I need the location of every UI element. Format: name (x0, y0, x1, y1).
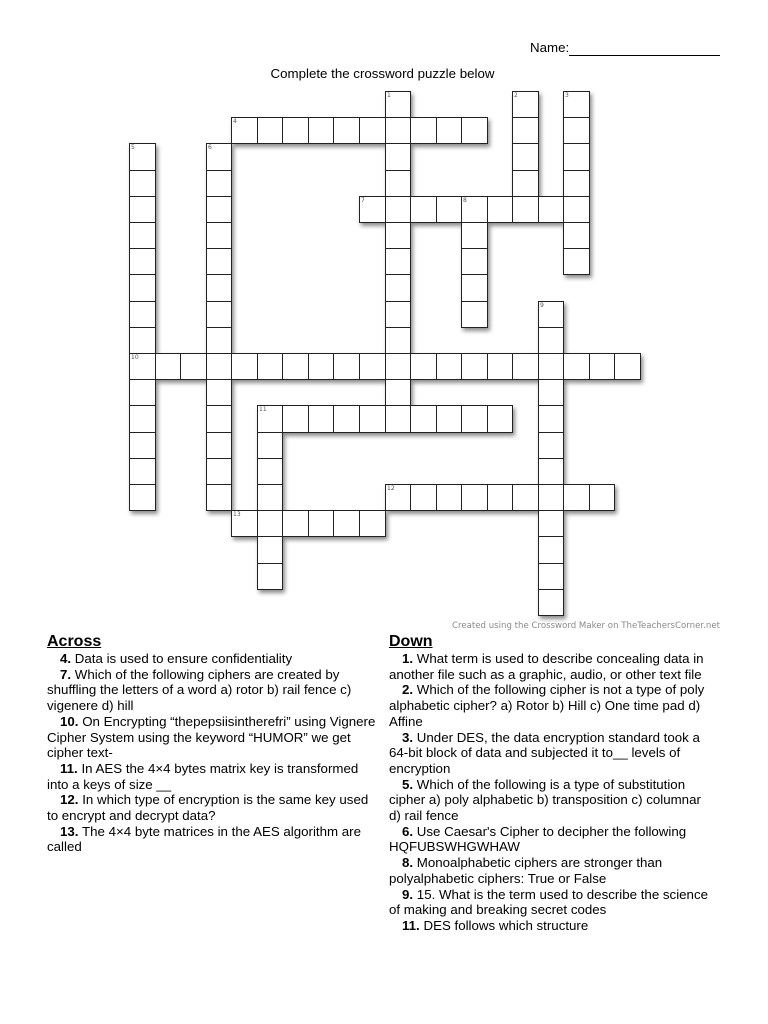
crossword-cell (487, 405, 513, 433)
cell-number-label: 5 (131, 144, 135, 151)
crossword-cell (410, 484, 437, 511)
crossword-cell (385, 379, 411, 406)
clue-number: 13. (60, 823, 79, 839)
crossword-cell (129, 405, 156, 433)
down-clue (389, 651, 711, 682)
crossword-cell (512, 143, 539, 171)
crossword-cell (333, 510, 360, 537)
down-clue (389, 918, 711, 934)
crossword-cell (461, 484, 488, 511)
crossword-cell (512, 196, 539, 223)
clue-number: 11. (402, 917, 420, 933)
crossword-cell (206, 484, 232, 511)
down-clue (389, 887, 711, 918)
crossword-cell (410, 117, 437, 144)
down-clue (389, 682, 711, 729)
down-clue-list (389, 651, 711, 934)
crossword-cell (614, 353, 641, 380)
crossword-cell (206, 301, 232, 328)
crossword-cell (410, 405, 437, 433)
crossword-cell (538, 589, 564, 616)
across-heading: Across (47, 633, 102, 650)
clue-text: Monoalphabetic ciphers are stronger than polyalphabetic ciphers: True or False (389, 855, 663, 886)
crossword-cell (257, 432, 283, 459)
crossword-cell (282, 405, 309, 433)
crossword-cell (487, 353, 513, 380)
clue-text: Which of the following ciphers are created by shuffling the letters of a word a) rotor b) rail fence c) vigenere d) hill (47, 666, 352, 714)
crossword-cell (206, 379, 232, 406)
clue-text: Which of the following cipher is not a type of poly alphabetic cipher? a) Rotor b) Hill c) One time pad d) Affine (389, 682, 705, 729)
crossword-cell (206, 353, 232, 380)
crossword-cell (282, 117, 309, 144)
crossword-cell (563, 484, 590, 511)
cell-number-label: 3 (565, 92, 569, 99)
crossword-cell (512, 353, 539, 380)
clue-number: 2. (402, 682, 414, 698)
across-clue (47, 714, 379, 761)
crossword-cell (385, 301, 411, 328)
crossword-cell (512, 91, 539, 118)
crossword-cell (129, 432, 156, 459)
crossword-cell (129, 222, 156, 249)
crossword-cell (206, 327, 232, 354)
crossword-cell (308, 117, 334, 144)
clue-number: 6. (402, 823, 414, 839)
clue-number: 3. (402, 729, 414, 745)
across-clue (47, 792, 379, 823)
crossword-cell (282, 353, 309, 380)
crossword-cell (359, 405, 386, 433)
crossword-cell (257, 484, 283, 511)
crossword-cell (308, 353, 334, 380)
down-clue (389, 777, 711, 824)
crossword-cell (257, 405, 283, 433)
crossword-cell (129, 327, 156, 354)
crossword-cell (461, 248, 488, 275)
crossword-cell (129, 143, 156, 171)
clue-text: DES follows which structure (423, 917, 589, 933)
crossword-cell (206, 248, 232, 275)
crossword-cell (538, 353, 564, 380)
clue-number: 12. (60, 792, 79, 808)
name-label: Name: (530, 40, 570, 55)
crossword-cell (487, 196, 513, 223)
crossword-cell (333, 117, 360, 144)
crossword-cell (563, 196, 590, 223)
across-clue-list (47, 651, 379, 855)
clue-text: The 4×4 byte matrices in the AES algorithm are called (47, 823, 361, 855)
crossword-cell (461, 117, 488, 144)
clue-text: 15. What is the term used to describe the science of making and breaking secret codes (389, 886, 708, 918)
cell-number-label: 7 (361, 197, 365, 204)
crossword-cell (461, 353, 488, 380)
crossword-cell (129, 301, 156, 328)
cell-number-label: 12 (387, 485, 395, 492)
crossword-cell (129, 353, 156, 380)
crossword-cell (410, 353, 437, 380)
crossword-cell (385, 353, 411, 380)
crossword-cell (231, 117, 258, 144)
clue-text: Under DES, the data encryption standard took a 64-bit block of data and subjected it to__ levels of encryption (389, 729, 700, 776)
crossword-cell (487, 484, 513, 511)
clue-number: 4. (60, 651, 72, 666)
crossword-cell (538, 301, 564, 328)
crossword-cell (257, 117, 283, 144)
cell-number-label: 6 (208, 144, 212, 151)
crossword-cell (538, 327, 564, 354)
crossword-cell (538, 458, 564, 485)
crossword-cell (257, 458, 283, 485)
crossword-cell (461, 222, 488, 249)
crossword-cell (436, 117, 462, 144)
clue-number: 7. (60, 666, 72, 682)
crossword-cell (385, 196, 411, 223)
crossword-cell (436, 484, 462, 511)
crossword-cell (385, 222, 411, 249)
clue-number: 11. (60, 760, 78, 776)
crossword-cell (129, 248, 156, 275)
crossword-cell (538, 379, 564, 406)
crossword-cell (333, 353, 360, 380)
crossword-cell (206, 143, 232, 171)
clue-text: On Encrypting “thepepsiisintherefri” using Vignere Cipher System using the keyword “HUMOR” we get cipher text- (47, 713, 376, 761)
cell-number-label: 9 (540, 302, 544, 309)
crossword-cell (231, 510, 258, 537)
clue-number: 10. (60, 713, 79, 729)
clue-text: What term is used to describe concealing data in another file such as a graphic, audio, or other text file (389, 651, 704, 682)
crossword-cell (231, 353, 258, 380)
cell-number-label: 4 (233, 118, 237, 125)
crossword-cell (410, 196, 437, 223)
clue-text: Which of the following is a type of substitution cipher a) poly alphabetic b) transposition c) columnar d) rail fence (389, 776, 701, 824)
cell-number-label: 13 (233, 511, 241, 518)
crossword-cell (512, 117, 539, 144)
crossword-cell (257, 353, 283, 380)
crossword-cell (333, 405, 360, 433)
crossword-cell (385, 248, 411, 275)
crossword-cell (563, 248, 590, 275)
clue-text: In which type of encryption is the same key used to encrypt and decrypt data? (47, 792, 369, 824)
cell-number-label: 10 (131, 354, 139, 361)
clue-text: Data is used to ensure confidentiality (74, 651, 293, 666)
cell-number-label: 1 (387, 92, 391, 99)
crossword-cell (538, 432, 564, 459)
across-clue (47, 824, 379, 855)
crossword-cell (129, 170, 156, 197)
crossword-cell (512, 170, 539, 197)
crossword-cell (563, 353, 590, 380)
clue-number: 8. (402, 855, 414, 871)
crossword-cell (589, 484, 615, 511)
crossword-cell (436, 405, 462, 433)
crossword-cell (257, 536, 283, 564)
clue-number: 9. (402, 886, 414, 902)
crossword-cell (385, 484, 411, 511)
crossword-cell (563, 143, 590, 171)
crossword-cell (308, 510, 334, 537)
crossword-cell (206, 222, 232, 249)
crossword-cell (206, 458, 232, 485)
crossword-cell (359, 510, 386, 537)
crossword-cell (563, 91, 590, 118)
down-heading: Down (389, 633, 433, 650)
crossword-cell (461, 274, 488, 302)
crossword-cell (538, 196, 564, 223)
clue-number: 5. (402, 776, 414, 792)
across-clue (47, 651, 379, 667)
crossword-cell (206, 170, 232, 197)
crossword-cell (308, 405, 334, 433)
crossword-cell (563, 117, 590, 144)
crossword-cell (563, 222, 590, 249)
crossword-cell (129, 196, 156, 223)
crossword-cell (385, 274, 411, 302)
crossword-cell (282, 510, 309, 537)
crossword-cell (385, 117, 411, 144)
crossword-cell (359, 196, 386, 223)
crossword-cell (385, 327, 411, 354)
crossword-cell (129, 379, 156, 406)
across-clue (47, 761, 379, 792)
crossword-cell (385, 143, 411, 171)
crossword-cell (461, 405, 488, 433)
clue-text: Use Caesar's Cipher to decipher the following HQFUBSWHGWHAW (389, 823, 687, 855)
crossword-cell (385, 170, 411, 197)
crossword-cell (512, 484, 539, 511)
crossword-cell (129, 484, 156, 511)
down-clue (389, 730, 711, 777)
crossword-cell (385, 91, 411, 118)
crossword-cell (538, 563, 564, 590)
crossword-cell (180, 353, 207, 380)
crossword-cell (538, 510, 564, 537)
clue-number: 1. (402, 651, 414, 666)
crossword-cell (385, 405, 411, 433)
crossword-cell (129, 458, 156, 485)
crossword-cell (589, 353, 615, 380)
crossword-cell (461, 196, 488, 223)
credit-text: Created using the Crossword Maker on TheTeachersCorner.net (451, 621, 720, 631)
crossword-cell (538, 484, 564, 511)
crossword-cell (461, 301, 488, 328)
down-clue (389, 855, 711, 886)
cell-number-label: 11 (259, 406, 267, 413)
down-clue (389, 824, 711, 855)
crossword-cell (359, 353, 386, 380)
cell-number-label: 2 (514, 92, 518, 99)
crossword-cell (538, 536, 564, 564)
crossword-cell (129, 274, 156, 302)
crossword-cell (359, 117, 386, 144)
crossword-cell (436, 353, 462, 380)
crossword-cell (538, 405, 564, 433)
crossword-cell (206, 274, 232, 302)
crossword-cell (206, 196, 232, 223)
crossword-cell (257, 510, 283, 537)
crossword-cell (436, 196, 462, 223)
across-clue (47, 667, 379, 714)
crossword-cell (206, 432, 232, 459)
crossword-cell (155, 353, 181, 380)
crossword-cell (257, 563, 283, 590)
instructions: Complete the crossword puzzle below (270, 66, 495, 81)
cell-number-label: 8 (463, 197, 467, 204)
crossword-cell (563, 170, 590, 197)
crossword-cell (206, 405, 232, 433)
clue-text: In AES the 4×4 bytes matrix key is transformed into a keys of size __ (47, 760, 359, 792)
